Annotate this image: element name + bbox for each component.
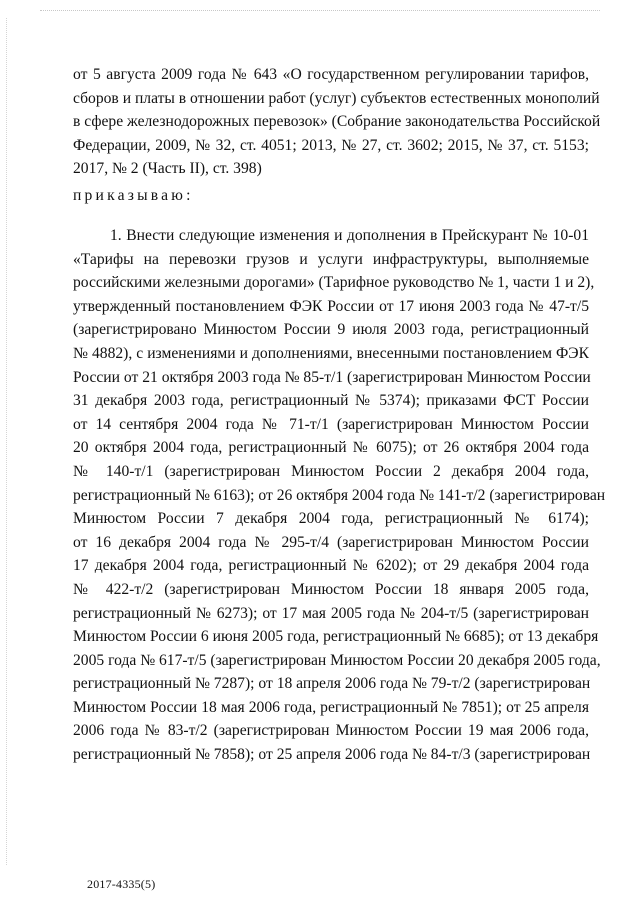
paragraph-line: регистрационный № 6163); от 26 октября 2004 года № 141-т/2 (зарегистрирован — [73, 486, 606, 504]
paragraph-line: от 14 сентября 2004 года № 71-т/1 (зарегистрирован Минюстом России — [73, 415, 589, 433]
document-code: 2017-4335(5) — [87, 877, 156, 891]
intro-line: 2017, № 2 (Часть II), ст. 398) — [73, 160, 262, 178]
paragraph-line: Минюстом России 6 июня 2005 года, регистрационный № 6685); от 13 декабря — [73, 628, 599, 646]
order-word: приказываю: — [73, 187, 194, 204]
paragraph-line: 1. Внести следующие изменения и дополнения в Прейскурант № 10-01 — [110, 227, 589, 244]
paragraph-line: 2005 года № 617-т/5 (зарегистрирован Минюстом России 20 декабря 2005 года, — [73, 651, 601, 669]
paragraph-line: Минюстом России 18 мая 2006 года, регистрационный № 7851); от 25 апреля — [73, 698, 589, 716]
intro-line: сборов и платы в отношении работ (услуг) субъектов естественных монополий — [73, 89, 600, 107]
paragraph-line: № 140-т/1 (зарегистрирован Минюстом России 2 декабря 2004 года, — [73, 462, 589, 480]
intro-paragraph — [73, 63, 601, 181]
scan-edge-left — [6, 18, 8, 865]
paragraph-line: «Тарифы на перевозки грузов и услуги инфраструктуры, выполняемые — [73, 250, 589, 268]
paragraph-line: регистрационный № 7287); от 18 апреля 2006 года № 79-т/2 (зарегистрирован — [73, 675, 591, 693]
paragraph-line: 20 октября 2004 года, регистрационный № 6075); от 26 октября 2004 года — [73, 439, 589, 457]
paragraph-line: российскими железными дорогами» (Тарифное руководство № 1, части 1 и 2), — [73, 274, 595, 292]
paragraph-line: регистрационный № 6273); от 17 мая 2005 года № 204-т/5 (зарегистрирован — [73, 604, 589, 622]
paragraph-line: России от 21 октября 2003 года № 85-т/1 (зарегистрирован Минюстом России — [73, 368, 591, 386]
paragraph-line: 2006 года № 83-т/2 (зарегистрирован Минюстом России 19 мая 2006 года, — [73, 722, 589, 740]
scan-edge-top — [40, 10, 600, 12]
main-paragraph — [73, 224, 606, 767]
paragraph-line: от 16 декабря 2004 года № 295-т/4 (зарегистрирован Минюстом России — [73, 533, 589, 551]
paragraph-line: 31 декабря 2003 года, регистрационный № 5374); приказами ФСТ России — [73, 392, 589, 410]
intro-line: в сфере железнодорожных перевозок» (Собрание законодательства Российской — [73, 113, 601, 131]
paragraph-line: Минюстом России 7 декабря 2004 года, регистрационный № 6174); — [73, 510, 589, 528]
intro-line: Федерации, 2009, № 32, ст. 4051; 2013, № 27, ст. 3602; 2015, № 37, ст. 5153; — [73, 136, 589, 154]
paragraph-line: (зарегистрировано Минюстом России 9 июля 2003 года, регистрационный — [73, 321, 589, 339]
intro-line: от 5 августа 2009 года № 643 «О государственном регулировании тарифов, — [73, 66, 589, 83]
paragraph-line: 17 декабря 2004 года, регистрационный № 6202); от 29 декабря 2004 года — [73, 557, 589, 575]
paragraph-line: № 422-т/2 (зарегистрирован Минюстом России 18 января 2005 года, — [73, 580, 589, 598]
paragraph-line: утвержденный постановлением ФЭК России от 17 июня 2003 года № 47-т/5 — [73, 297, 589, 315]
paragraph-line: № 4882), с изменениями и дополнениями, внесенными постановлением ФЭК — [73, 344, 589, 362]
paragraph-line: регистрационный № 7858); от 25 апреля 2006 года № 84-т/3 (зарегистрирован — [73, 746, 591, 764]
